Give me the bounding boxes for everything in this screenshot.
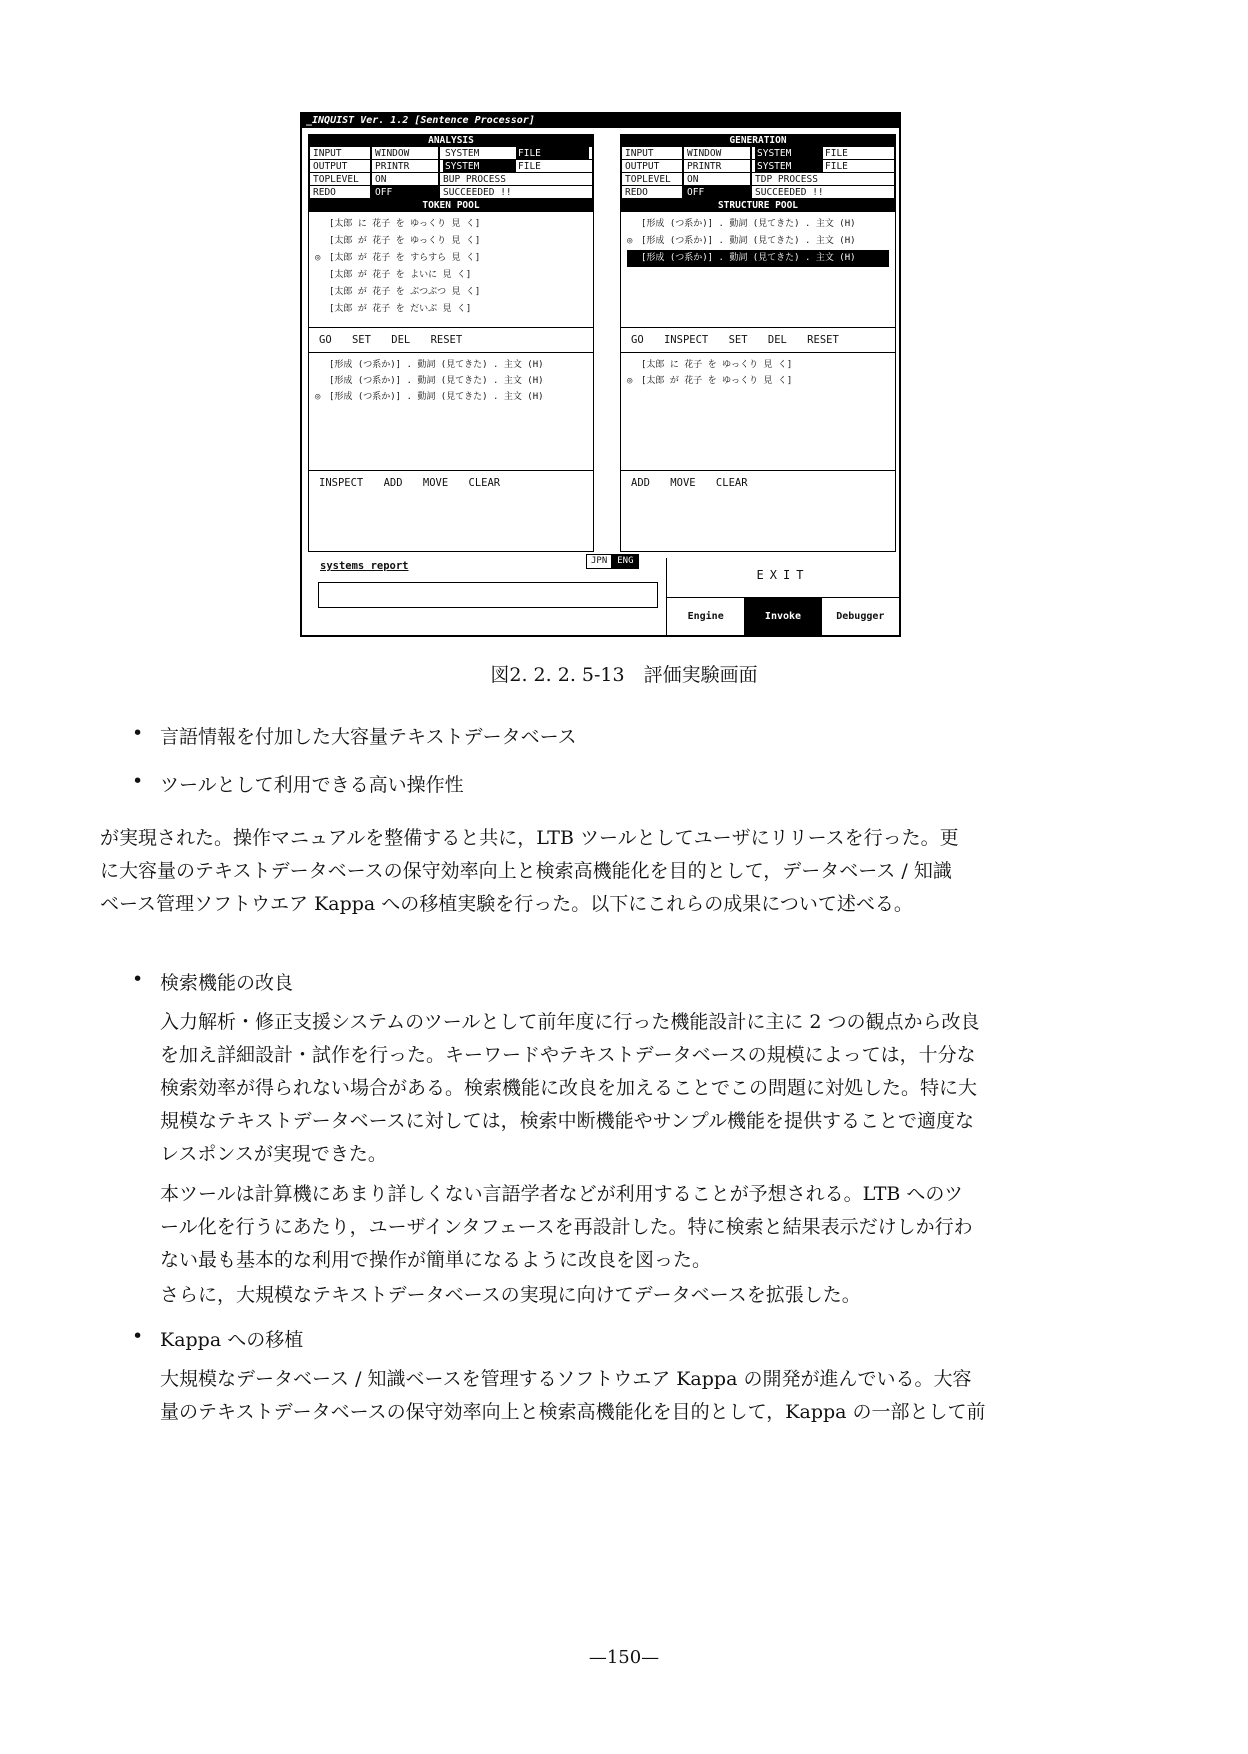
pool-item[interactable]: ◎ [形成 (つ系か)] . 動詞 (見てきた) . 主文 (H): [627, 233, 889, 250]
list-item[interactable]: [形成 (つ系か)] . 動詞 (見てきた) . 主文 (H): [329, 360, 544, 370]
pool-item[interactable]: [太郎 に 花子 を ゆっくり 見 く]: [329, 219, 481, 229]
pool-item[interactable]: [太郎 が 花子 を ゆっくり 見 く]: [329, 236, 481, 246]
generation-commands: [621, 328, 895, 353]
figure-caption: 図2. 2. 2. 5-13 評価実験画面: [490, 664, 758, 686]
generation-bottom-commands: [621, 471, 895, 495]
generation-result-list: [621, 353, 895, 471]
set-button[interactable]: SET: [728, 334, 748, 346]
del-button[interactable]: DEL: [391, 334, 411, 346]
menu-system[interactable]: SYSTEM: [755, 160, 823, 172]
section1-paragraph2: 本ツールは計算機にあまり詳しくない言語学者などが利用することが予想される。LTB へのツ ール化を行うにあたり，ユーザインタフェースを再設計した。特に検索と結果表示だけしか行わ ない最も基本的な利用で操作が簡単になるように改良を図った。: [160, 1183, 973, 1271]
structure-pool: [621, 212, 895, 328]
marker-icon: ◎: [315, 392, 321, 402]
menu-system[interactable]: SYSTEM: [755, 147, 823, 159]
list-item[interactable]: [太郎 に 花子 を ゆっくり 見 く]: [641, 360, 793, 370]
result-status: SUCCEEDED !!: [439, 186, 593, 199]
analysis-commands: [309, 328, 593, 353]
list-item[interactable]: ◎ [太郎 が 花子 を ゆっくり 見 く]: [627, 373, 889, 389]
pool-item[interactable]: ◎ [太郎 が 花子 を すらすら 見 く]: [315, 250, 587, 267]
analysis-header: ANALYSIS: [309, 135, 593, 147]
menu-system-file: [439, 160, 593, 173]
window-title-bar: _INQUIST Ver. 1.2 [Sentence Processor]: [302, 114, 899, 128]
bullet-icon: •: [132, 722, 144, 744]
move-button[interactable]: MOVE: [670, 477, 696, 489]
page-number: —150—: [588, 1647, 660, 1668]
menu-toplevel[interactable]: TOPLEVEL: [309, 173, 371, 186]
section-heading: • Kappa への移植: [132, 1325, 304, 1351]
clear-button[interactable]: CLEAR: [715, 477, 748, 489]
pool-item[interactable]: [太郎 が 花子 を ぶつぶつ 見 く]: [329, 287, 481, 297]
section-heading: • 検索機能の改良: [132, 968, 294, 994]
menu-off[interactable]: OFF: [683, 186, 751, 199]
menu-redo[interactable]: REDO: [621, 186, 683, 199]
invoke-button[interactable]: Invoke: [744, 598, 821, 635]
menu-file[interactable]: FILE: [516, 147, 589, 159]
menu-system-file: [751, 160, 895, 173]
result-status: SUCCEEDED !!: [751, 186, 895, 199]
pool-item[interactable]: [太郎 が 花子 を よいに 見 く]: [329, 270, 472, 280]
menu-system[interactable]: SYSTEM: [445, 148, 480, 159]
menu-input[interactable]: INPUT: [621, 147, 683, 160]
section1-paragraph1: 入力解析・修正支援システムのツールとして前年度に行った機能設計に主に 2 つの観点から改良 を加え詳細設計・試作を行った。キーワードやテキストデータベースの規模によっては，十分な 検索効率が得られない場合がある。検索機能に改良を加えることでこの問題に対処した。特に大 規模なテキストデータベースに対しては，検索中断機能やサンプル機能を提供することで適度な レスポンスが実現できた。: [160, 1011, 980, 1165]
bullet-item: • 言語情報を付加した大容量テキストデータベース: [132, 722, 577, 748]
marker-icon: ◎: [315, 253, 321, 263]
section2-paragraph1: 大規模なデータベース / 知識ベースを管理するソフトウエア Kappa の開発が進んでいる。大容 量のテキストデータベースの保守効率向上と検索高機能化を目的として，Kappa の一部として前: [160, 1368, 986, 1423]
bullet-icon: •: [132, 1325, 144, 1347]
analysis-menu: [309, 147, 593, 199]
generation-panel: [620, 134, 896, 552]
menu-window[interactable]: WINDOW: [683, 147, 751, 160]
list-item[interactable]: [形成 (つ系か)] . 動詞 (見てきた) . 主文 (H): [329, 376, 544, 386]
reset-button[interactable]: RESET: [430, 334, 463, 346]
systems-report-label: systems report: [320, 560, 409, 572]
analysis-result-list: [309, 353, 593, 471]
menu-file[interactable]: FILE: [825, 148, 848, 159]
reset-button[interactable]: RESET: [807, 334, 839, 346]
menu-system-file: [751, 147, 895, 160]
menu-file[interactable]: FILE: [518, 161, 541, 172]
bullet-icon: •: [132, 968, 144, 990]
lang-eng-button[interactable]: ENG: [612, 554, 638, 569]
bullet-icon: •: [132, 770, 144, 792]
generation-header: GENERATION: [621, 135, 895, 147]
systems-report-field[interactable]: [318, 582, 658, 608]
menu-printr[interactable]: PRINTR: [683, 160, 751, 173]
token-pool: [309, 212, 593, 328]
inspect-button[interactable]: INSPECT: [319, 477, 364, 489]
process-status: TDP PROCESS: [751, 173, 895, 186]
menu-system[interactable]: SYSTEM: [443, 160, 516, 172]
menu-window[interactable]: WINDOW: [371, 147, 439, 160]
menu-system-file: [439, 147, 593, 160]
language-toggle: [586, 554, 639, 569]
del-button[interactable]: DEL: [767, 334, 787, 346]
menu-on[interactable]: ON: [371, 173, 439, 186]
set-button[interactable]: SET: [351, 334, 371, 346]
menu-off[interactable]: OFF: [371, 186, 439, 199]
token-pool-header: TOKEN POOL: [309, 199, 593, 212]
structure-pool-header: STRUCTURE POOL: [621, 199, 895, 212]
pool-item-selected[interactable]: [形成 (つ系か)] . 動詞 (見てきた) . 主文 (H): [627, 250, 889, 267]
generation-menu: [621, 147, 895, 199]
intro-paragraph: が実現された。操作マニュアルを整備すると共に，LTB ツールとしてユーザにリリースを行った。更 に大容量のテキストデータベースの保守効率向上と検索高機能化を目的として，データベース / 知識 ベース管理ソフトウエア Kappa への移植実験を行った。以下にこれらの成果について述べる。: [100, 827, 959, 915]
debugger-button[interactable]: Debugger: [836, 611, 885, 622]
pool-item[interactable]: [太郎 が 花子 を だいぶ 見 く]: [329, 304, 472, 314]
bullet-item: • ツールとして利用できる高い操作性: [132, 770, 464, 796]
menu-toplevel[interactable]: TOPLEVEL: [621, 173, 683, 186]
engine-button[interactable]: Engine: [687, 611, 724, 622]
lang-jpn-button[interactable]: JPN: [586, 554, 612, 569]
process-status: BUP PROCESS: [439, 173, 593, 186]
marker-icon: ◎: [627, 236, 633, 246]
pool-item[interactable]: [形成 (つ系か)] . 動詞 (見てきた) . 主文 (H): [641, 219, 856, 229]
menu-redo[interactable]: REDO: [309, 186, 371, 199]
inspect-button[interactable]: INSPECT: [663, 334, 709, 346]
analysis-panel: [308, 134, 594, 552]
go-button[interactable]: GO: [319, 334, 332, 346]
marker-icon: ◎: [627, 376, 633, 386]
menu-printr[interactable]: PRINTR: [371, 160, 439, 173]
clear-button[interactable]: CLEAR: [468, 477, 501, 489]
screenshot-figure: [300, 112, 901, 637]
move-button[interactable]: MOVE: [422, 477, 449, 489]
menu-output[interactable]: OUTPUT: [621, 160, 683, 173]
list-item[interactable]: ◎ [形成 (つ系か)] . 動詞 (見てきた) . 主文 (H): [315, 389, 587, 405]
section1-paragraph3: さらに，大規模なテキストデータベースの実現に向けてデータベースを拡張した。: [160, 1284, 861, 1306]
menu-file[interactable]: FILE: [825, 161, 848, 172]
menu-input[interactable]: INPUT: [309, 147, 371, 160]
add-button[interactable]: ADD: [631, 477, 650, 489]
menu-on[interactable]: ON: [683, 173, 751, 186]
analysis-bottom-commands: [309, 471, 593, 495]
go-button[interactable]: GO: [631, 334, 644, 346]
exit-button[interactable]: EXIT: [666, 558, 899, 598]
add-button[interactable]: ADD: [383, 477, 403, 489]
mode-selector: [666, 598, 899, 635]
menu-output[interactable]: OUTPUT: [309, 160, 371, 173]
